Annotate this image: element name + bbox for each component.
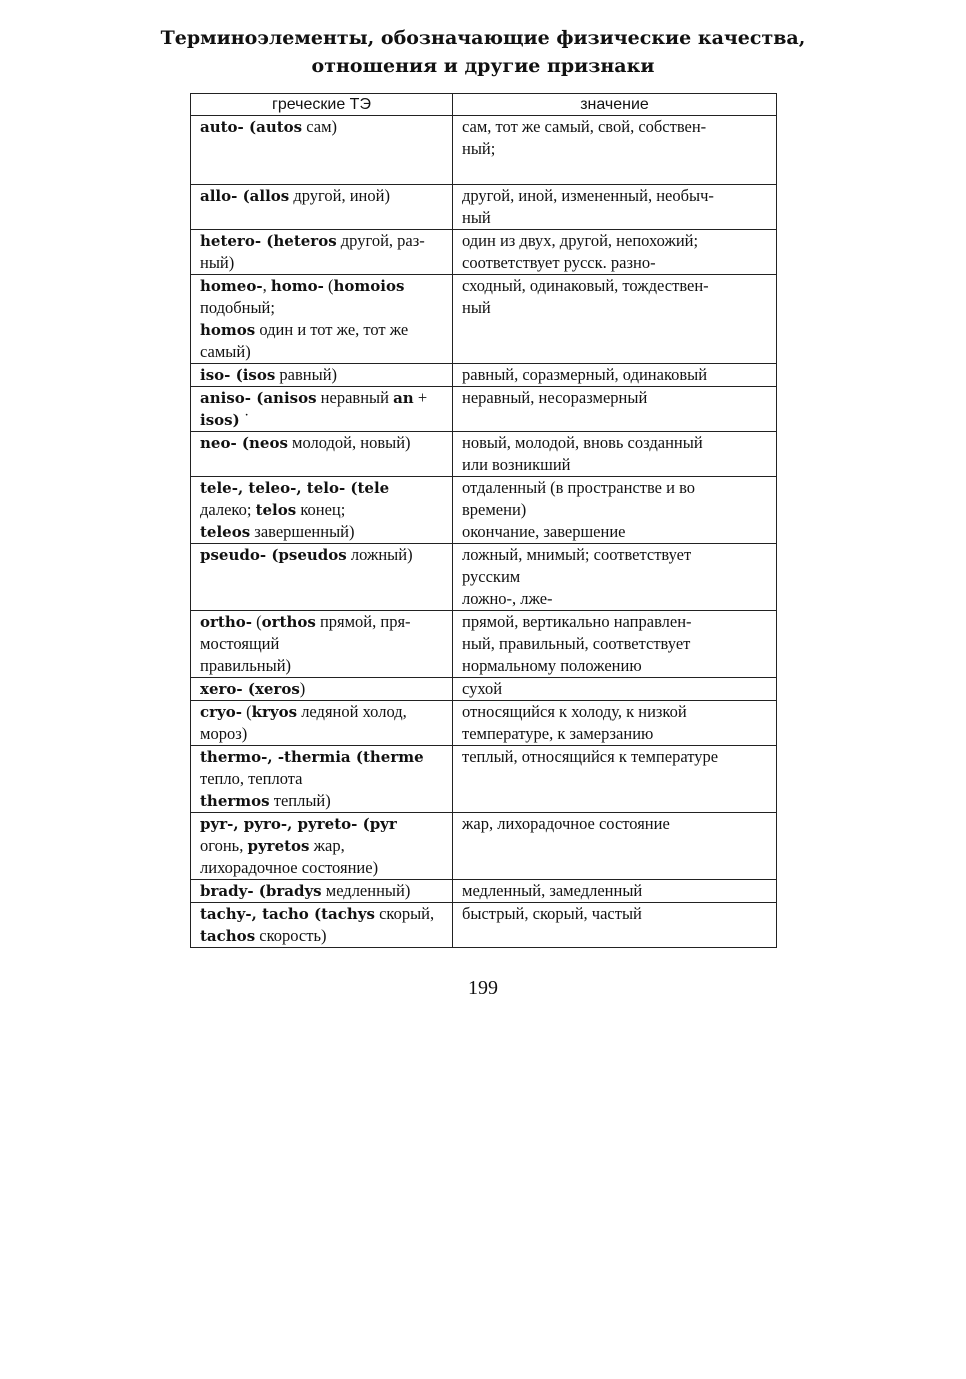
meaning-text: ный; bbox=[462, 139, 496, 158]
term-element: an bbox=[393, 389, 414, 407]
meaning-text: относящийся к холоду, к низкой bbox=[462, 702, 687, 721]
table-row bbox=[191, 880, 777, 903]
page-title-line-2: отношения и другие признаки bbox=[311, 55, 655, 77]
meaning-cell bbox=[453, 275, 777, 364]
column-header-greek-terms: греческие ТЭ bbox=[191, 94, 453, 116]
table-row bbox=[191, 432, 777, 477]
term-element: telos bbox=[255, 501, 297, 519]
meaning-text: равный, соразмерный, одинаковый bbox=[462, 365, 708, 384]
meaning-text: окончание, завершение bbox=[462, 522, 626, 541]
meaning-cell bbox=[453, 678, 777, 701]
meaning-text: неравный, несоразмерный bbox=[462, 388, 648, 407]
term-gloss: огонь, bbox=[200, 836, 248, 855]
term-gloss: тепло, теплота bbox=[200, 769, 303, 788]
meaning-text: ложный, мнимый; соответствует bbox=[462, 545, 692, 564]
meaning-cell bbox=[453, 701, 777, 746]
term-element: homos bbox=[200, 321, 256, 339]
term-element: tachos bbox=[200, 927, 256, 945]
meaning-text: другой, иной, измененный, необыч- bbox=[462, 186, 714, 205]
term-element: xero- (xeros bbox=[200, 680, 300, 698]
meaning-cell bbox=[453, 813, 777, 880]
term-cell bbox=[191, 611, 453, 678]
term-element: tachy-, tacho (tachys bbox=[200, 905, 375, 923]
terms-table bbox=[190, 93, 777, 948]
page-title bbox=[100, 24, 866, 80]
term-element: pyretos bbox=[247, 837, 310, 855]
term-gloss: ( bbox=[241, 702, 252, 721]
table-row bbox=[191, 903, 777, 948]
term-element: hetero- (heteros bbox=[200, 232, 337, 250]
table-row bbox=[191, 678, 777, 701]
table-row bbox=[191, 230, 777, 275]
term-gloss: прямой, пря- bbox=[315, 612, 411, 631]
meaning-text: ный, правильный, соответствует bbox=[462, 634, 691, 653]
meaning-text: прямой, вертикально направлен- bbox=[462, 612, 692, 631]
table-row bbox=[191, 116, 777, 185]
meaning-text: температуре, к замерзанию bbox=[462, 724, 654, 743]
term-gloss: ледяной холод, bbox=[297, 702, 407, 721]
meaning-text: быстрый, скорый, частый bbox=[462, 904, 642, 923]
meaning-text: теплый, относящийся к температуре bbox=[462, 747, 719, 766]
meaning-text: новый, молодой, вновь созданный bbox=[462, 433, 703, 452]
term-cell bbox=[191, 275, 453, 364]
term-element: teleos bbox=[200, 523, 251, 541]
table-row bbox=[191, 701, 777, 746]
table-row bbox=[191, 387, 777, 432]
term-element: orthos bbox=[261, 613, 316, 631]
term-cell bbox=[191, 678, 453, 701]
term-gloss: один и тот же, тот же bbox=[255, 320, 409, 339]
term-gloss: мостоящий bbox=[200, 634, 280, 653]
term-cell bbox=[191, 903, 453, 948]
term-gloss: теплый) bbox=[269, 791, 331, 810]
meaning-text: ный bbox=[462, 298, 491, 317]
meaning-cell bbox=[453, 611, 777, 678]
meaning-text: один из двух, другой, непохожий; bbox=[462, 231, 699, 250]
term-gloss: другой, иной) bbox=[289, 186, 390, 205]
meaning-cell bbox=[453, 364, 777, 387]
term-gloss: ( bbox=[323, 276, 334, 295]
term-gloss: самый) bbox=[200, 342, 251, 361]
meaning-cell bbox=[453, 880, 777, 903]
term-cell bbox=[191, 880, 453, 903]
term-gloss: далеко; bbox=[200, 500, 256, 519]
term-gloss: сам) bbox=[302, 117, 338, 136]
term-gloss: конец; bbox=[296, 500, 346, 519]
term-gloss: молодой, новый) bbox=[287, 433, 411, 452]
meaning-cell bbox=[453, 185, 777, 230]
term-element: homo- bbox=[270, 277, 324, 295]
meaning-text: медленный, замедленный bbox=[462, 881, 643, 900]
column-header-meaning: значение bbox=[453, 94, 777, 116]
term-gloss: равный) bbox=[275, 365, 338, 384]
table-row bbox=[191, 746, 777, 813]
term-gloss: скорый, bbox=[374, 904, 435, 923]
term-gloss: мороз) bbox=[200, 724, 248, 743]
table-row bbox=[191, 275, 777, 364]
term-cell bbox=[191, 746, 453, 813]
term-element: iso- (isos bbox=[200, 366, 276, 384]
term-cell bbox=[191, 116, 453, 185]
term-cell bbox=[191, 387, 453, 432]
meaning-cell bbox=[453, 432, 777, 477]
term-cell bbox=[191, 185, 453, 230]
meaning-text: русским bbox=[462, 567, 521, 586]
term-cell bbox=[191, 364, 453, 387]
term-element: pyr-, pyro-, pyreto- (pyr bbox=[200, 815, 397, 833]
term-gloss: правильный) bbox=[200, 656, 292, 675]
meaning-text: сухой bbox=[462, 679, 503, 698]
table-header-row bbox=[191, 94, 777, 116]
term-gloss: , bbox=[262, 276, 271, 295]
term-cell bbox=[191, 813, 453, 880]
term-gloss: ) bbox=[299, 679, 306, 698]
term-gloss: завершенный) bbox=[250, 522, 355, 541]
meaning-text: времени) bbox=[462, 500, 527, 519]
term-gloss: лихорадочное состояние) bbox=[200, 858, 379, 877]
term-cell bbox=[191, 432, 453, 477]
table-row bbox=[191, 611, 777, 678]
table-row bbox=[191, 477, 777, 544]
meaning-text: ный bbox=[462, 208, 491, 227]
term-element: thermos bbox=[200, 792, 270, 810]
meaning-cell bbox=[453, 230, 777, 275]
meaning-cell bbox=[453, 387, 777, 432]
table-row bbox=[191, 544, 777, 611]
meaning-cell bbox=[453, 477, 777, 544]
meaning-text: нормальному положению bbox=[462, 656, 642, 675]
term-gloss: подобный; bbox=[200, 298, 275, 317]
term-element: homoios bbox=[333, 277, 405, 295]
table-row bbox=[191, 813, 777, 880]
term-element: cryo- bbox=[200, 703, 242, 721]
page-title-line-1: Терминоэлементы, обозначающие физические качества, bbox=[160, 27, 806, 49]
meaning-text: сам, тот же самый, свой, собствен- bbox=[462, 117, 707, 136]
term-element: aniso- (anisos bbox=[200, 389, 317, 407]
term-element: isos) bbox=[200, 411, 240, 429]
term-gloss: жар, bbox=[309, 836, 345, 855]
term-gloss: медленный) bbox=[321, 881, 411, 900]
meaning-text: ложно-, лже- bbox=[462, 589, 553, 608]
term-element: ortho- bbox=[200, 613, 252, 631]
term-gloss: ный) bbox=[200, 253, 235, 272]
term-element: thermo-, -thermia (therme bbox=[200, 748, 424, 766]
term-cell bbox=[191, 230, 453, 275]
term-gloss: ˙ bbox=[239, 410, 250, 429]
term-gloss: другой, раз- bbox=[336, 231, 425, 250]
term-element: pseudo- (pseudos bbox=[200, 546, 347, 564]
meaning-text: сходный, одинаковый, тождествен- bbox=[462, 276, 709, 295]
meaning-cell bbox=[453, 903, 777, 948]
term-element: neo- (neos bbox=[200, 434, 288, 452]
term-gloss: скорость) bbox=[255, 926, 327, 945]
table-body bbox=[191, 116, 777, 948]
meaning-text: жар, лихорадочное состояние bbox=[462, 814, 670, 833]
meaning-text: или возникший bbox=[462, 455, 571, 474]
meaning-cell bbox=[453, 746, 777, 813]
term-cell bbox=[191, 477, 453, 544]
term-cell bbox=[191, 544, 453, 611]
meaning-cell bbox=[453, 116, 777, 185]
table-row bbox=[191, 185, 777, 230]
term-element: brady- (bradys bbox=[200, 882, 322, 900]
term-element: allo- (allos bbox=[200, 187, 290, 205]
term-element: homeo- bbox=[200, 277, 263, 295]
term-element: kryos bbox=[251, 703, 298, 721]
term-gloss: + bbox=[413, 388, 428, 407]
table-row bbox=[191, 364, 777, 387]
meaning-text: отдаленный (в пространстве и во bbox=[462, 478, 695, 497]
page-number: 199 bbox=[468, 977, 498, 999]
term-element: auto- (autos bbox=[200, 118, 303, 136]
term-gloss: ( bbox=[251, 612, 262, 631]
term-cell bbox=[191, 701, 453, 746]
term-element: tele-, teleo-, telo- (tele bbox=[200, 479, 390, 497]
meaning-cell bbox=[453, 544, 777, 611]
term-gloss: ложный) bbox=[346, 545, 413, 564]
term-gloss: неравный bbox=[316, 388, 394, 407]
meaning-text: соответствует русск. разно- bbox=[462, 253, 656, 272]
